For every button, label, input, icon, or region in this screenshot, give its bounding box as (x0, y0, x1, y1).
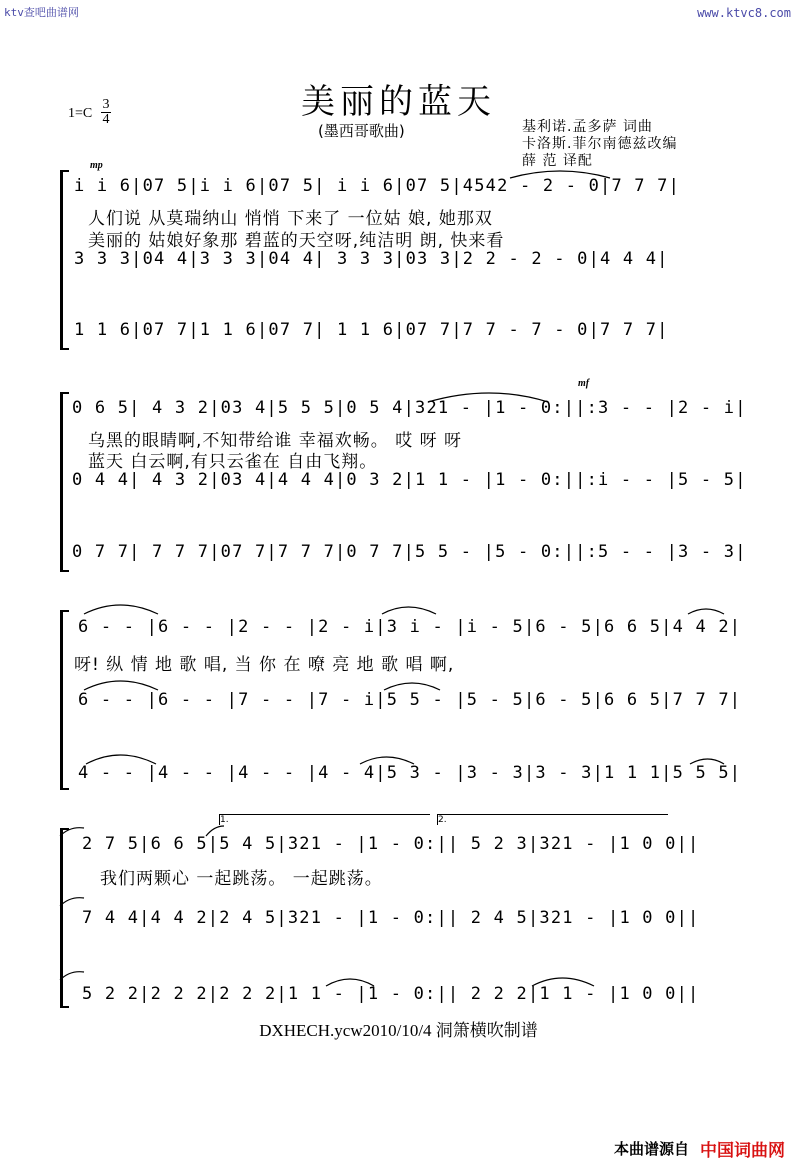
dynamic-marking: mf (578, 378, 590, 389)
lyric-verse-1: 乌黑的眼睛啊,不知带给谁 幸福欢畅。 哎 呀 呀 (88, 431, 463, 451)
tie-arc (382, 607, 436, 614)
source-site-link[interactable]: 中国词曲网 (700, 1141, 785, 1161)
tie-arc (688, 609, 724, 614)
time-signature-top: 3 (102, 97, 110, 112)
tie-arc (532, 978, 594, 986)
source-label: 本曲谱源自 (613, 1140, 689, 1158)
tie-arc (60, 898, 84, 906)
tie-arc (84, 605, 158, 614)
tie-arc (510, 171, 610, 178)
bass-staff: 0 7 7| 7 7 7|07 7|7 7 7|0 7 7|5 5 - |5 - 0:||:5 - - |3 - 3| (72, 542, 747, 562)
lyric-verse-1: 我们两颗心 一起跳荡。 一起跳荡。 (100, 869, 383, 889)
melody-staff: 6 - - |6 - - |2 - - |2 - i|3 i - |i - 5|6 - 5|6 6 5|4 4 2| (78, 617, 742, 637)
key-signature: 1=C (68, 106, 93, 121)
credit-translator: 薛 范 译配 (522, 153, 593, 169)
lyric-verse-1: 人们说 从莫瑞纳山 悄悄 下来了 一位姑 娘, 她那双 (88, 209, 493, 229)
tie-arc (86, 755, 156, 764)
bass-staff: 5 2 2|2 2 2|2 2 2|1 1 - |1 - 0:|| 2 2 2|1 1 - |1 0 0|| (82, 984, 700, 1004)
harmony-staff: 0 4 4| 4 3 2|03 4|4 4 4|0 3 2|1 1 - |1 - 0:||:i - - |5 - 5| (72, 470, 747, 490)
transcriber-credit: DXHECH.ycw2010/10/4 洞箫横吹制谱 (259, 1021, 538, 1040)
credit-lyrics-music: 基利诺.孟多萨 词曲 (522, 119, 653, 135)
tie-arc (360, 757, 414, 764)
lyric-verse-2: 蓝天 白云啊,有只云雀在 自由飞翔。 (88, 452, 378, 472)
volta-2-label: 2. (438, 815, 447, 825)
bass-staff: 1 1 6|07 7|1 1 6|07 7| 1 1 6|07 7|7 7 - 7 - 0|7 7 7| (74, 320, 669, 340)
song-subtitle: (墨西哥歌曲) (318, 122, 405, 140)
site-url-right[interactable]: www.ktvc8.com (697, 6, 791, 20)
tie-arc (84, 681, 158, 690)
tie-arc (384, 683, 440, 690)
tie-arc (60, 972, 84, 980)
volta-1-label: 1. (220, 815, 229, 825)
harmony-staff: 7 4 4|4 4 2|2 4 5|321 - |1 - 0:|| 2 4 5|321 - |1 0 0|| (82, 908, 700, 928)
tie-arc (690, 759, 724, 764)
site-logo-left[interactable]: ktv查吧曲谱网 (4, 6, 79, 19)
tie-arc (326, 979, 374, 986)
lyric-verse-2: 美丽的 姑娘好象那 碧蓝的天空呀,纯洁明 朗, 快来看 (88, 231, 505, 251)
dynamic-marking: mp (90, 160, 103, 171)
time-signature-bottom: 4 (102, 112, 110, 127)
song-title: 美丽的蓝天 (301, 82, 496, 122)
harmony-staff: 6 - - |6 - - |7 - - |7 - i|5 5 - |5 - 5|6 - 5|6 6 5|7 7 7| (78, 690, 742, 710)
tie-arc (428, 393, 548, 402)
melody-staff: 0 6 5| 4 3 2|03 4|5 5 5|0 5 4|321 - |1 - 0:||:3 - - |2 - i| (72, 398, 747, 418)
credit-arranger: 卡洛斯.菲尔南德兹改编 (522, 136, 678, 152)
lyric-verse-1: 呀! 纵 情 地 歌 唱, 当 你 在 嘹 亮 地 歌 唱 啊, (74, 655, 455, 675)
melody-staff: 2 7 5|6 6 5|5 4 5|321 - |1 - 0:|| 5 2 3|321 - |1 0 0|| (82, 834, 700, 854)
bass-staff: 4 - - |4 - - |4 - - |4 - 4|5 3 - |3 - 3|3 - 3|1 1 1|5 5 5| (78, 763, 742, 783)
harmony-staff: 3 3 3|04 4|3 3 3|04 4| 3 3 3|03 3|2 2 - 2 - 0|4 4 4| (74, 249, 669, 269)
melody-staff: i i 6|07 5|i i 6|07 5| i i 6|07 5|4542 - 2 - 0|7 7 7| (74, 176, 681, 196)
tie-arc (60, 828, 84, 836)
tie-arc (206, 826, 224, 836)
